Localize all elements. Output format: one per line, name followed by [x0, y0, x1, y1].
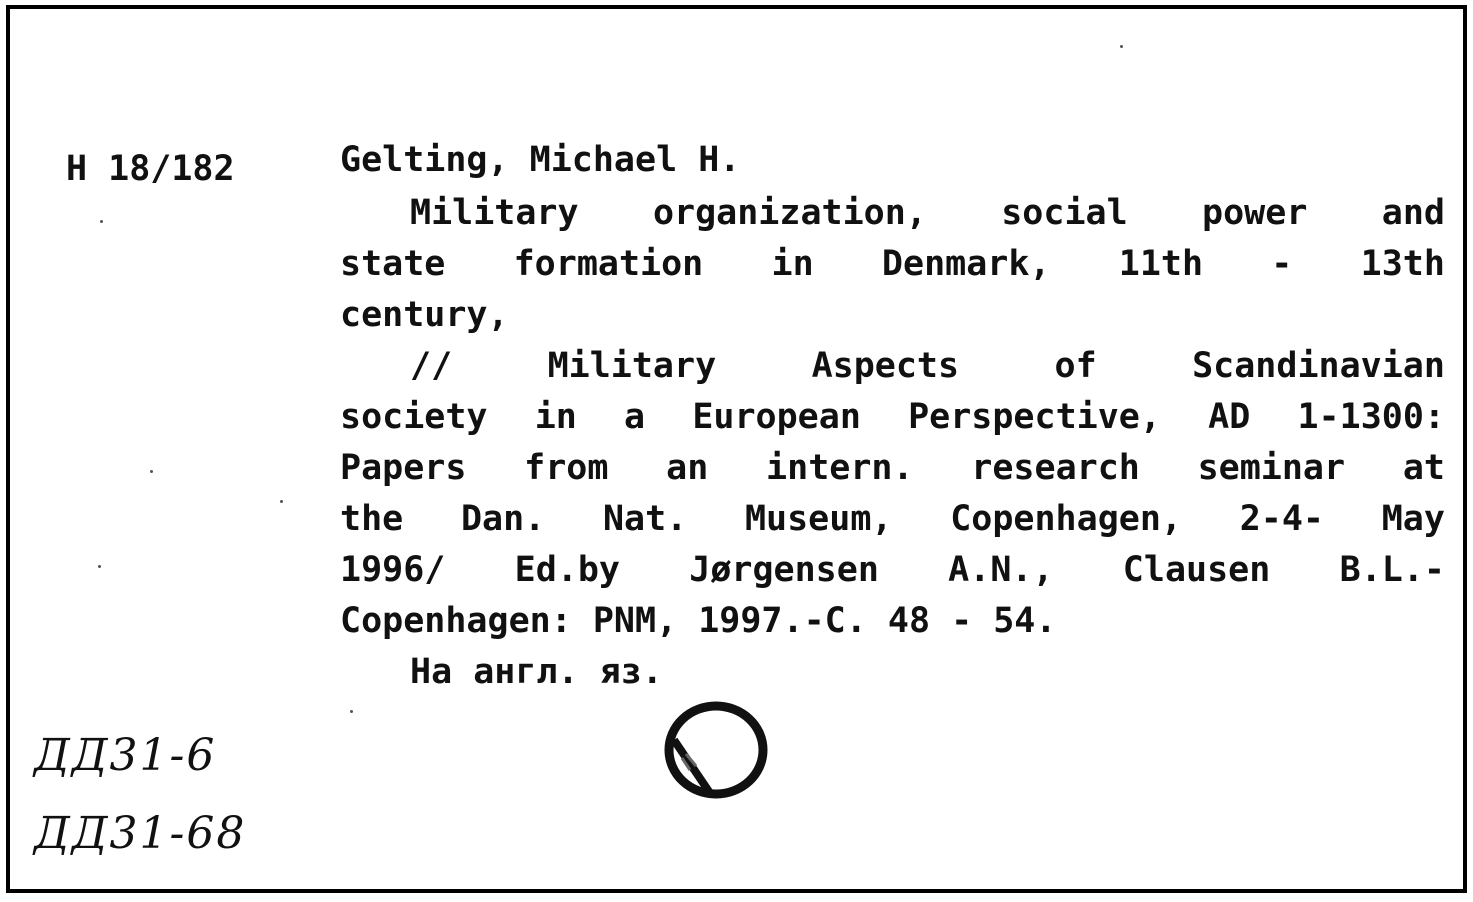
- citation-word: European: [692, 397, 861, 437]
- citation-word: the: [340, 499, 404, 539]
- citation-word: in: [534, 397, 577, 437]
- citation-word: in: [771, 244, 814, 284]
- citation-word: 2-4-: [1239, 499, 1325, 539]
- citation-word: intern.: [766, 448, 914, 488]
- paper-speck: [350, 710, 353, 713]
- citation-word: Ed.by: [514, 550, 620, 590]
- citation-word: Military: [410, 193, 579, 233]
- handwritten-call-number-2: ДД31-68: [34, 808, 247, 859]
- citation-word: Museum,: [744, 499, 893, 539]
- citation-word: //: [410, 346, 453, 386]
- citation-word: 1-1300:: [1297, 397, 1445, 437]
- paper-speck: [280, 500, 283, 503]
- paper-speck: [98, 565, 101, 568]
- citation-word: social: [1001, 193, 1128, 233]
- citation-word: Military: [547, 346, 717, 386]
- citation-word: -: [1271, 244, 1293, 284]
- citation-line: Copenhagen: PNM, 1997.-C. 48 - 54.: [340, 601, 1057, 641]
- citation-word: power: [1202, 193, 1308, 233]
- citation-line: [340, 499, 1445, 539]
- citation-word: an: [666, 448, 709, 488]
- citation-line: [410, 346, 1445, 386]
- citation-line: [340, 550, 1445, 590]
- citation-word: A.N.,: [948, 550, 1054, 590]
- citation-line: [340, 448, 1445, 488]
- citation-word: seminar: [1197, 448, 1346, 488]
- citation-word: Perspective,: [908, 397, 1161, 437]
- citation-word: Aspects: [811, 346, 960, 386]
- citation-line: century,: [340, 295, 509, 335]
- citation-word: Copenhagen,: [950, 499, 1182, 539]
- citation-word: B.L.-: [1339, 550, 1445, 590]
- citation-word: organization,: [652, 193, 927, 233]
- citation-word: Denmark,: [881, 244, 1051, 284]
- paper-speck: [100, 220, 103, 223]
- paper-speck: [1120, 45, 1123, 48]
- citation-word: May: [1381, 499, 1445, 539]
- citation-word: at: [1402, 448, 1445, 488]
- citation-word: 13th: [1360, 244, 1445, 284]
- citation-word: Nat.: [602, 499, 688, 539]
- citation-word: Dan.: [460, 499, 546, 539]
- citation-word: of: [1054, 346, 1097, 386]
- circle-stamp-mark: [660, 700, 780, 810]
- citation-word: Jørgensen: [689, 550, 879, 590]
- author-heading: Gelting, Michael H.: [340, 140, 741, 180]
- citation-word: Scandinavian: [1192, 346, 1445, 386]
- citation-word: and: [1381, 193, 1445, 233]
- paper-speck: [150, 470, 153, 473]
- citation-word: formation: [513, 244, 704, 284]
- shelf-mark: H 18/182: [66, 149, 235, 189]
- citation-word: a: [624, 397, 646, 437]
- citation-word: Clausen: [1122, 550, 1271, 590]
- citation-line: [340, 397, 1445, 437]
- citation-word: 1996/: [340, 550, 446, 590]
- citation-word: AD: [1208, 397, 1251, 437]
- citation-word: society: [340, 397, 488, 437]
- citation-line: Ha англ. яз.: [410, 652, 663, 692]
- citation-line: [340, 244, 1445, 284]
- citation-word: 11th: [1118, 244, 1204, 284]
- citation-word: Papers: [340, 448, 467, 488]
- citation-word: research: [971, 448, 1140, 488]
- citation-word: state: [340, 244, 446, 284]
- handwritten-call-number-1: ДД31-6: [34, 730, 217, 781]
- citation-line: [410, 193, 1445, 233]
- citation-word: from: [524, 448, 609, 488]
